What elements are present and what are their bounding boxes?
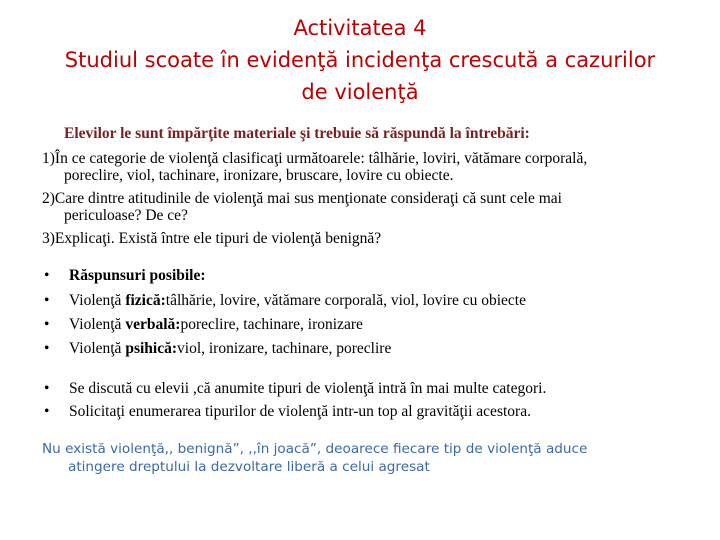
question-2-line-2: periculoase? De ce? (64, 207, 188, 224)
bullet-icon: • (44, 267, 50, 284)
question-1 (42, 150, 712, 184)
answer-prefix: Violenţă (69, 340, 126, 357)
discussion-item-2 (44, 403, 531, 421)
discussion-text: Se discută cu elevii ,că anumite tipuri de violenţă intră în mai multe categori. (69, 380, 547, 397)
bullet-icon: • (44, 316, 50, 333)
bullet-icon: • (44, 403, 50, 420)
bullet-icon: • (44, 380, 50, 397)
slide-title (0, 12, 720, 108)
answer-category: fizică: (125, 292, 166, 309)
answers-heading-item (44, 267, 206, 285)
bullet-icon: • (44, 340, 50, 357)
question-2 (42, 190, 712, 224)
discussion-item-1 (44, 380, 546, 398)
answer-text: viol, ironizare, tachinare, poreclire (177, 340, 392, 357)
question-3-line-1: 3)Explicaţi. Există între ele tipuri de violenţă benignă? (42, 230, 382, 247)
question-3 (42, 230, 712, 247)
answer-category: psihică: (125, 340, 178, 357)
answer-category: verbală: (125, 316, 181, 333)
intro-text: Elevilor le sunt împărţite materiale şi trebuie să răspundă la întrebări: (64, 125, 530, 142)
answer-prefix: Violenţă (69, 316, 126, 333)
answer-item-physical (44, 292, 526, 310)
note-line-2: atingere dreptului la dezvoltare liberă a celui agresat (68, 459, 430, 475)
answer-item-verbal (44, 316, 363, 334)
answer-prefix: Violenţă (69, 292, 126, 309)
conclusion-note (42, 440, 702, 476)
answer-text: poreclire, tachinare, ironizare (180, 316, 363, 333)
answer-text: tâlhărie, lovire, vătămare corporală, viol, lovire cu obiecte (165, 292, 526, 309)
discussion-text: Solicitaţi enumerarea tipurilor de violenţă intr-un top al gravităţii acestora. (69, 403, 531, 420)
note-line-1: Nu există violenţă,, benignă”, ,,în joacă”, deoarece fiecare tip de violenţă aduce (42, 441, 588, 457)
answers-heading: Răspunsuri posibile: (69, 267, 206, 284)
question-1-line-1: 1)În ce categorie de violenţă clasificaţi următoarele: tâlhărie, loviri, vătămare corporală, (42, 150, 588, 167)
bullet-icon: • (44, 292, 50, 309)
title-line-3: de violenţă (301, 80, 419, 104)
title-line-2: Studiul scoate în evidenţă incidenţa crescută a cazurilor (64, 48, 656, 72)
title-line-1: Activitatea 4 (293, 16, 427, 40)
question-1-line-2: poreclire, viol, tachinare, ironizare, bruscare, lovire cu obiecte. (64, 167, 454, 184)
question-2-line-1: 2)Care dintre atitudinile de violenţă mai sus menţionate consideraţi că sunt cele mai (42, 190, 562, 207)
answer-item-psychic (44, 340, 391, 358)
